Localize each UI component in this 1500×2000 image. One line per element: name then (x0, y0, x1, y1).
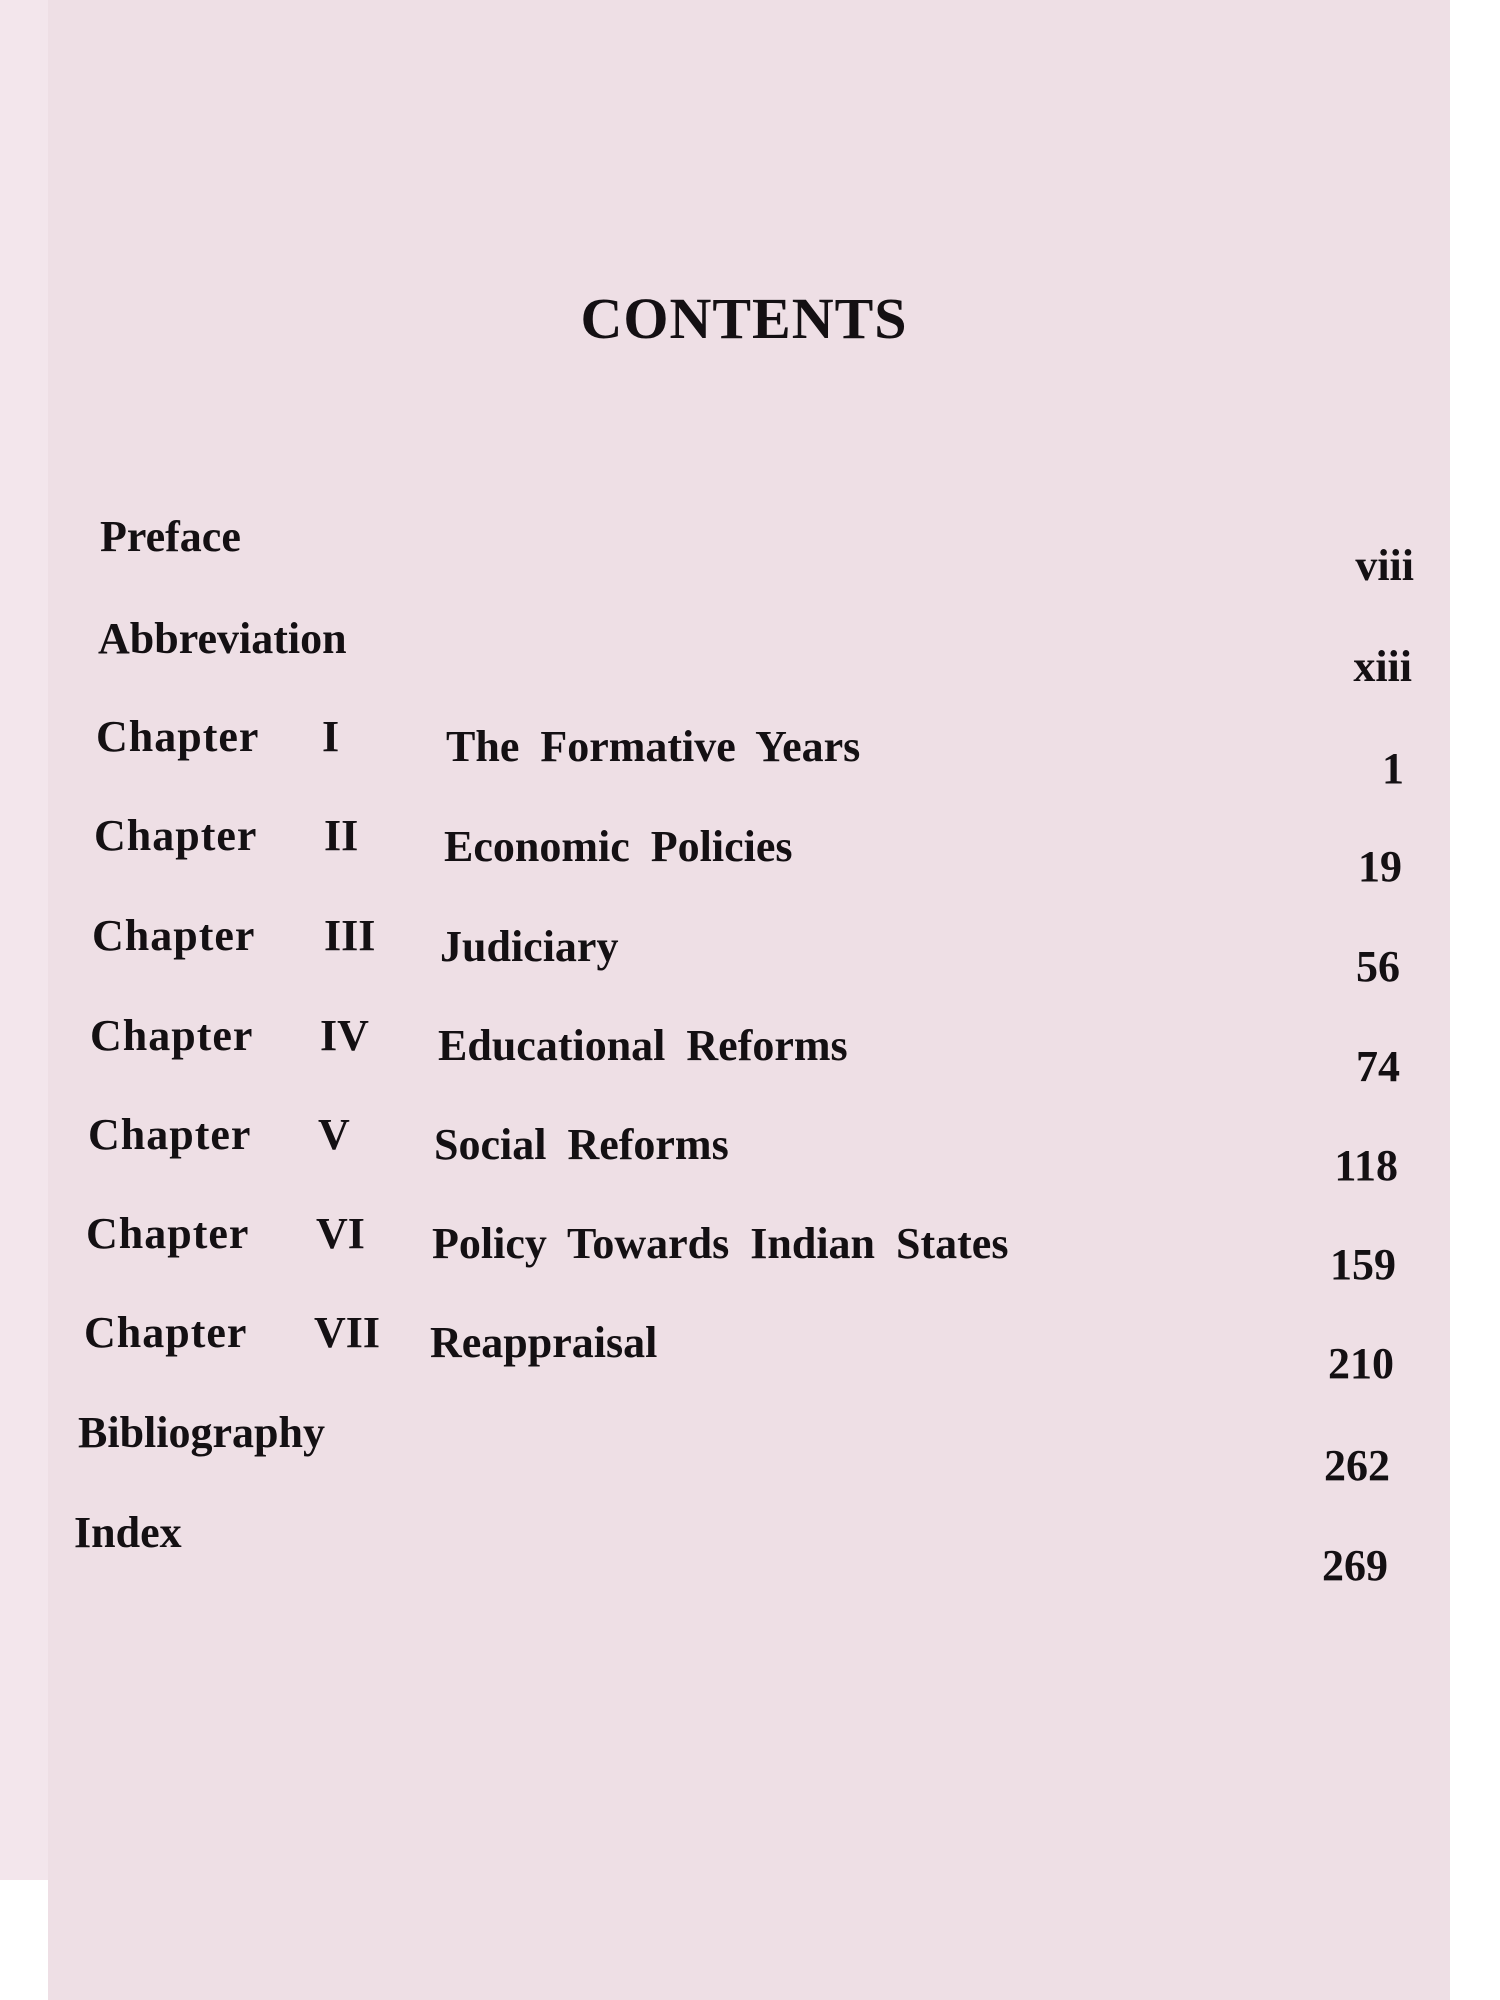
chapter-word: Chapter (96, 712, 260, 761)
page-left-margin (0, 0, 48, 1880)
chapter-page: 19 (1358, 842, 1402, 891)
toc-bibliography-page: 262 (1324, 1441, 1390, 1490)
chapter-word: Chapter (90, 1011, 254, 1060)
chapter-title: Economic Policies (444, 822, 793, 871)
chapter-page: 74 (1356, 1042, 1400, 1091)
chapter-title: Educational Reforms (438, 1021, 848, 1070)
chapter-word: Chapter (86, 1209, 250, 1258)
chapter-numeral: V (318, 1110, 350, 1159)
chapter-title: Reappraisal (430, 1318, 658, 1367)
chapter-title: The Formative Years (446, 722, 861, 771)
toc-abbreviation-label: Abbreviation (98, 614, 347, 663)
chapter-title: Judiciary (440, 922, 619, 971)
toc-index-label: Index (74, 1508, 182, 1557)
chapter-numeral: VII (314, 1308, 381, 1357)
chapter-title: Policy Towards Indian States (432, 1219, 1009, 1268)
chapter-numeral: VI (316, 1209, 365, 1258)
chapter-numeral: II (324, 811, 359, 860)
chapter-word: Chapter (84, 1308, 248, 1357)
chapter-page: 1 (1382, 744, 1404, 793)
toc-bibliography-label: Bibliography (78, 1408, 325, 1457)
page-title: CONTENTS (580, 286, 908, 351)
chapter-word: Chapter (92, 911, 256, 960)
chapter-numeral: IV (320, 1011, 369, 1060)
chapter-title: Social Reforms (434, 1120, 729, 1169)
toc-preface-label: Preface (100, 512, 241, 561)
chapter-page: 56 (1356, 942, 1400, 991)
contents-page (48, 0, 1450, 2000)
chapter-page: 210 (1328, 1339, 1394, 1388)
chapter-page: 159 (1330, 1240, 1396, 1289)
chapter-word: Chapter (94, 811, 258, 860)
chapter-page: 118 (1334, 1141, 1398, 1190)
toc-preface-page: viii (1355, 541, 1414, 590)
chapter-word: Chapter (88, 1110, 252, 1159)
chapter-numeral: III (324, 911, 376, 960)
chapter-numeral: I (322, 712, 340, 761)
toc-abbreviation-page: xiii (1353, 642, 1412, 691)
toc-index-page: 269 (1322, 1541, 1388, 1590)
